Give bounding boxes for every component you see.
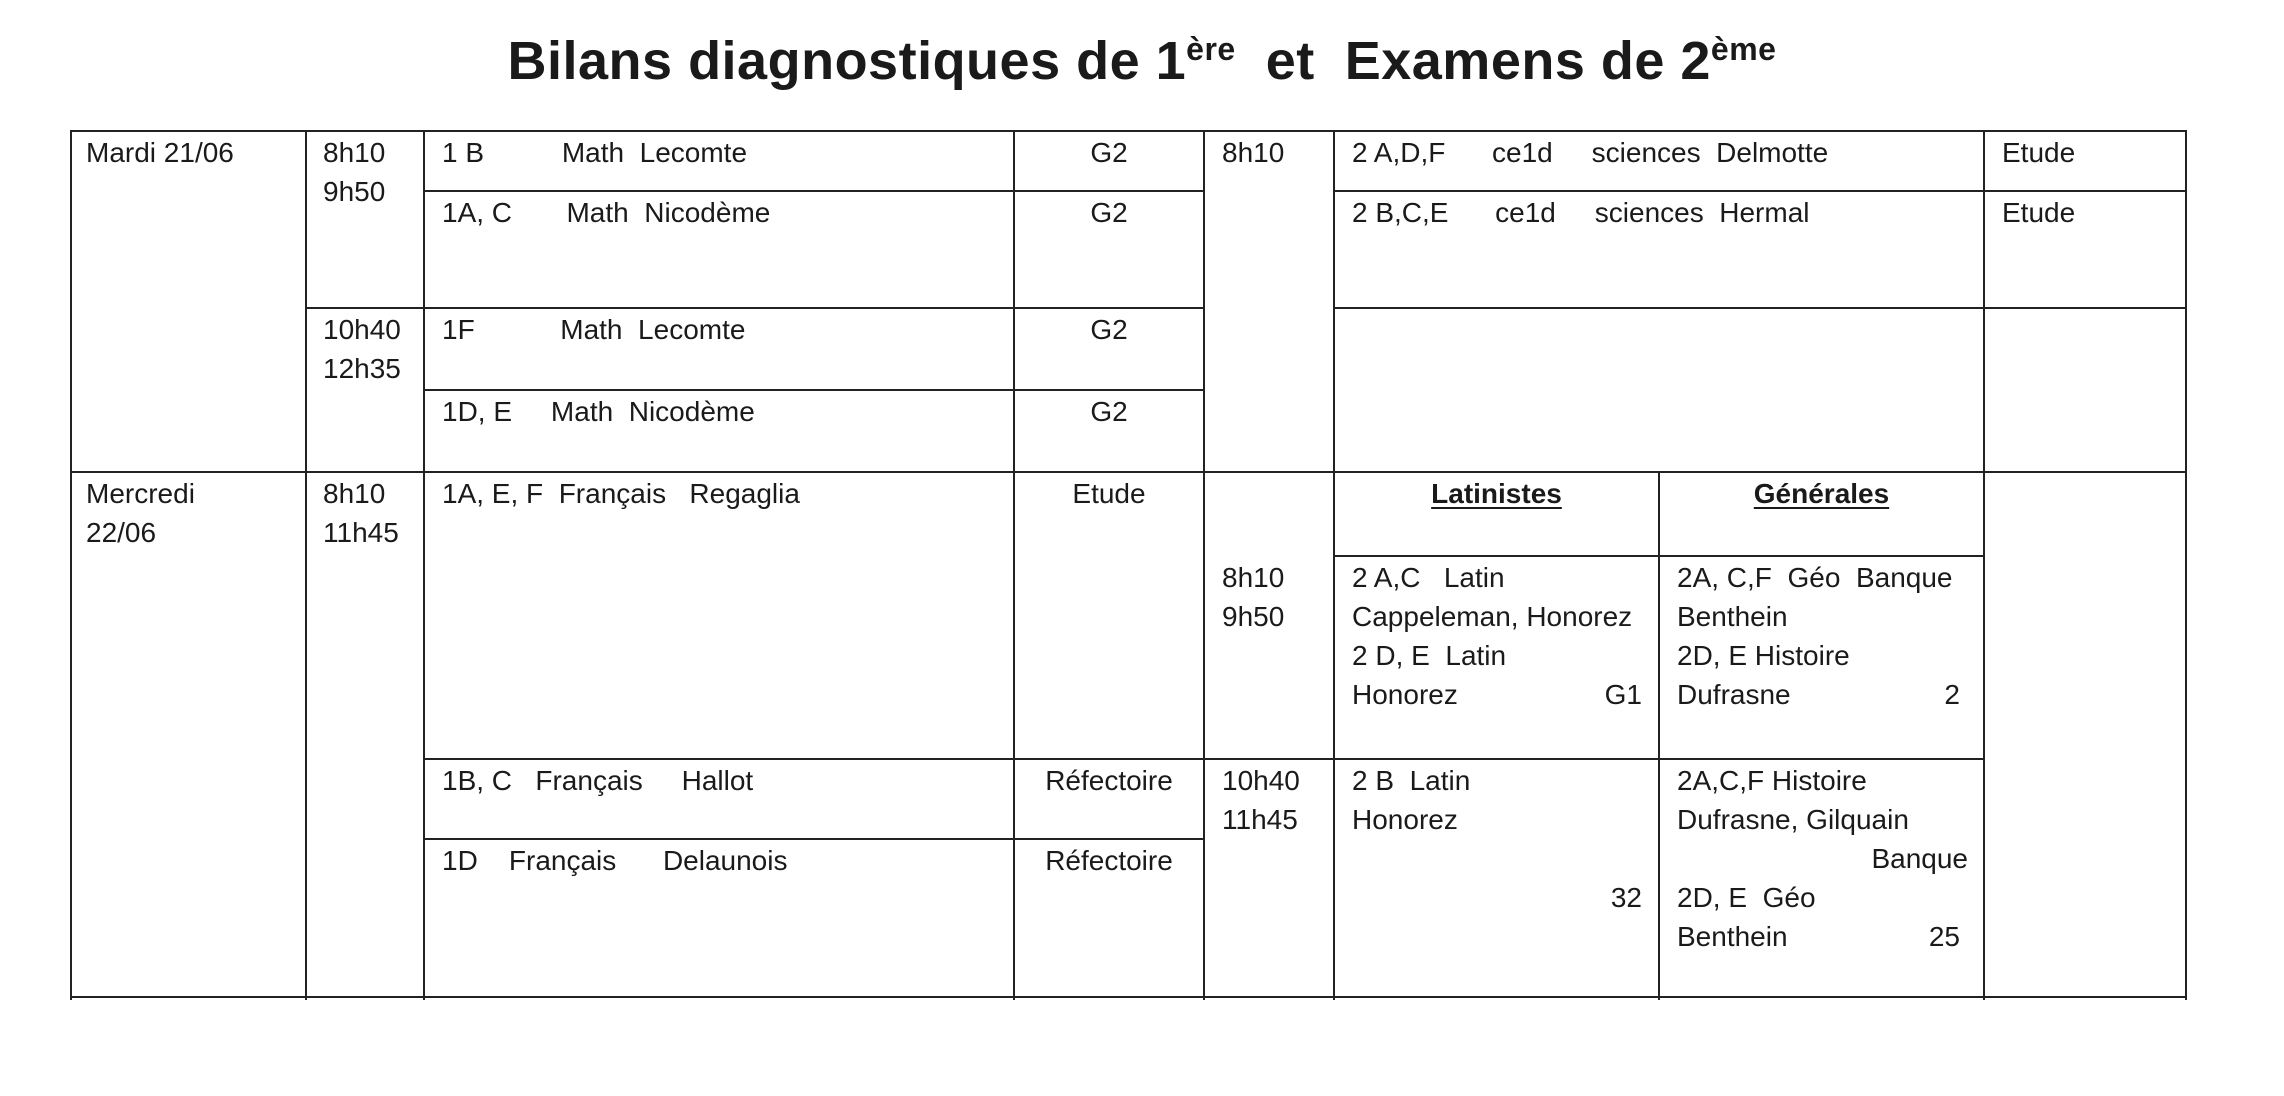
time-slot: 10h40 11h45 xyxy=(1222,765,1300,835)
exam-entry: 1D, E Math Nicodème xyxy=(442,396,755,427)
page-title xyxy=(0,30,2284,92)
exam-entry: 2 B Latin Honorez xyxy=(1352,765,1471,835)
title-sup-first: ère xyxy=(1186,31,1236,67)
room-label: Etude xyxy=(1072,478,1146,509)
day-label: Mardi 21/06 xyxy=(86,137,234,168)
column-header-generales: Générales xyxy=(1753,478,1890,509)
table-border xyxy=(423,190,1203,192)
table-border xyxy=(1333,758,1983,760)
room-label: G2 xyxy=(1090,197,1128,228)
exam-entry: 1F Math Lecomte xyxy=(442,314,746,345)
table-border xyxy=(423,389,1203,391)
table-border xyxy=(1333,307,2185,309)
room-label: 2 xyxy=(1944,679,1960,710)
time-slot: 8h10 9h50 xyxy=(323,137,386,207)
room-label: Réfectoire xyxy=(1045,765,1173,796)
room-label: G1 xyxy=(1604,679,1642,710)
exam-entry: 1 B Math Lecomte xyxy=(442,137,748,168)
exam-entry: 2A, C,F Géo Banque Benthein 2D, E Histoire Dufrasne xyxy=(1677,562,1953,710)
table-border xyxy=(423,758,1333,760)
table-border xyxy=(1658,471,1660,1000)
room-label: G2 xyxy=(1090,137,1128,168)
table-border xyxy=(70,130,2187,132)
day-label: Mercredi 22/06 xyxy=(86,478,195,548)
table-border xyxy=(423,838,1203,840)
room-label: Etude xyxy=(2002,137,2076,168)
time-slot: 8h10 9h50 xyxy=(1222,562,1285,632)
exam-entry: 1B, C Français Hallot xyxy=(442,765,754,796)
room-label: 32 xyxy=(1610,882,1642,913)
title-main: Bilans diagnostiques de 1 xyxy=(507,31,1187,91)
title-second: Examens de 2 xyxy=(1344,31,1711,91)
exam-entry: 2 A,C Latin Cappeleman, Honorez 2 D, E Latin Honorez xyxy=(1352,562,1633,710)
table-border xyxy=(1203,130,1205,1000)
table-border xyxy=(1333,130,1335,1000)
table-border xyxy=(70,996,2187,998)
table-border xyxy=(1333,190,2185,192)
room-label: Réfectoire xyxy=(1045,845,1173,876)
table-border xyxy=(70,471,2187,473)
exam-entry: Banque xyxy=(1871,843,1968,874)
table-border xyxy=(305,130,307,1000)
time-slot: 8h10 xyxy=(1222,137,1285,168)
table-border xyxy=(70,130,72,1000)
table-border xyxy=(1333,555,1983,557)
table-border xyxy=(423,130,425,1000)
table-border xyxy=(305,307,1203,309)
title-connector: et xyxy=(1265,31,1315,91)
room-label: Etude xyxy=(2002,197,2076,228)
room-label: G2 xyxy=(1090,396,1128,427)
table-border xyxy=(1983,130,1985,1000)
exam-entry: 2A,C,F Histoire Dufrasne, Gilquain xyxy=(1677,765,1909,835)
time-slot: 8h10 11h45 xyxy=(323,478,399,548)
exam-entry: 1A, E, F Français Regaglia xyxy=(442,478,800,509)
time-slot: 10h40 12h35 xyxy=(323,314,401,384)
title-sup-second: ème xyxy=(1710,31,1777,67)
exam-entry: 2D, E Géo Benthein xyxy=(1677,882,1816,952)
column-header-latinistes: Latinistes xyxy=(1431,478,1562,509)
table-border xyxy=(2185,130,2187,1000)
room-label: 25 xyxy=(1928,921,1960,952)
exam-entry: 1A, C Math Nicodème xyxy=(442,197,771,228)
exam-entry: 1D Français Delaunois xyxy=(442,845,788,876)
schedule-table xyxy=(70,130,2187,1000)
exam-entry: 2 A,D,F ce1d sciences Delmotte xyxy=(1352,137,1829,168)
exam-entry: 2 B,C,E ce1d sciences Hermal xyxy=(1352,197,1810,228)
room-label: G2 xyxy=(1090,314,1128,345)
